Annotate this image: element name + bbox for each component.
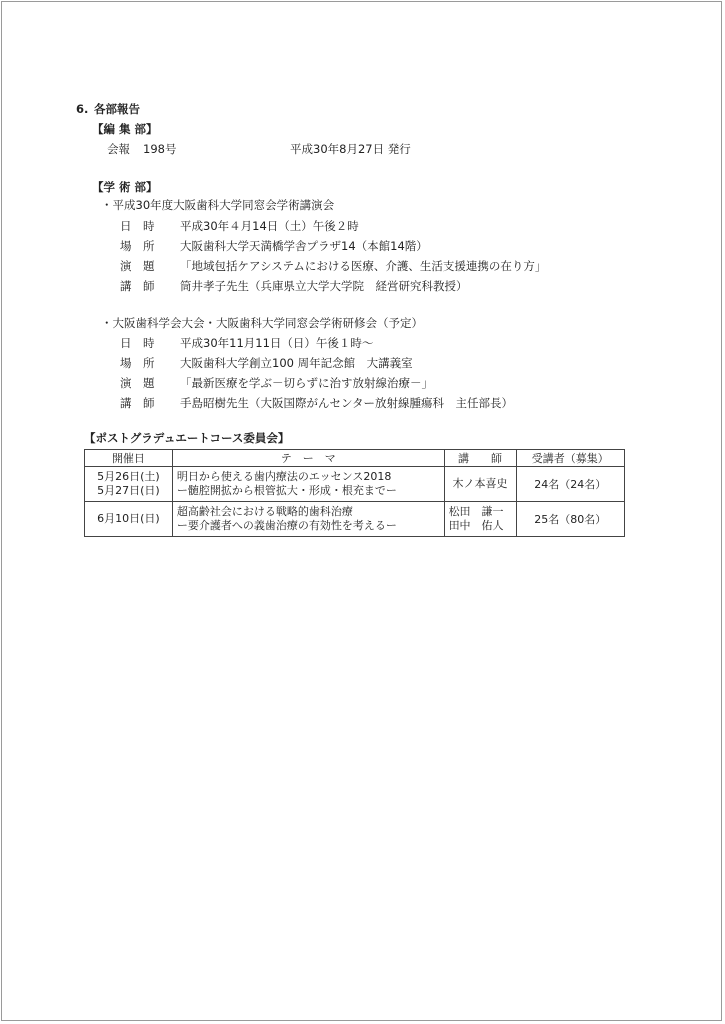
- cell-attendance: 25名（80名）: [516, 502, 625, 537]
- theme-line: ー髄腔開拡から根管拡大・形成・根充までー: [176, 484, 397, 497]
- event2-title: ・大阪歯科学会大会・大阪歯科大学同窓会学術研修会（予定）: [101, 316, 423, 330]
- event2-lecturer-label: 講 師: [120, 396, 155, 410]
- col-header-date: 開催日: [85, 450, 173, 467]
- col-header-theme: テ ー マ: [172, 450, 444, 467]
- theme-line: ー要介護者への義歯治療の有効性を考えるー: [176, 519, 397, 532]
- editorial-item-label: 会報: [107, 142, 130, 156]
- col-header-attendance: 受講者（募集）: [516, 450, 625, 467]
- event2-topic-label: 演 題: [120, 376, 155, 390]
- cell-attendance: 24名（24名）: [516, 467, 625, 502]
- postgrad-header: 【ポストグラデュエートコース委員会】: [84, 431, 290, 445]
- event1-lecturer-value: 筒井孝子先生（兵庫県立大学大学院 経営研究科教授）: [180, 279, 468, 293]
- table-row: [85, 502, 625, 537]
- event1-topic-label: 演 題: [120, 259, 155, 273]
- cell-lecturers: [444, 467, 516, 502]
- date-line: 5月27日(日): [97, 484, 160, 497]
- lecturer-line: 田中 佑人: [448, 519, 504, 532]
- event1-place-label: 場 所: [120, 239, 155, 253]
- academic-header: 【学 術 部】: [92, 180, 158, 194]
- event2-lecturer-value: 手島昭樹先生（大阪国際がんセンター放射線腫瘍科 主任部長）: [180, 396, 514, 410]
- date-line: 5月26日(土): [97, 470, 160, 483]
- section-number: 6.: [76, 102, 89, 116]
- editorial-item-date: 平成30年8月27日 発行: [290, 142, 411, 156]
- table-header-row: [85, 450, 625, 467]
- cell-lecturers: [444, 502, 516, 537]
- cell-dates: [85, 467, 173, 502]
- event1-place-value: 大阪歯科大学天満橋学舎プラザ14（本館14階）: [180, 239, 428, 253]
- event1-title: ・平成30年度大阪歯科大学同窓会学術講演会: [101, 198, 335, 212]
- theme-line: 超高齢社会における戦略的歯科治療: [176, 505, 353, 518]
- event2-place-label: 場 所: [120, 356, 155, 370]
- date-line: 6月10日(日): [97, 512, 160, 525]
- cell-dates: [85, 502, 173, 537]
- theme-line: 明日から使える歯内療法のエッセンス2018: [176, 470, 392, 483]
- postgrad-table: [84, 449, 625, 537]
- event1-topic-value: 「地域包括ケアシステムにおける医療、介護、生活支援連携の在り方」: [180, 259, 547, 273]
- col-header-lecturer: 講 師: [444, 450, 516, 467]
- event1-lecturer-label: 講 師: [120, 279, 155, 293]
- editorial-item-issue: 198号: [143, 142, 177, 156]
- event1-date-value: 平成30年４月14日（土）午後２時: [180, 219, 359, 233]
- event1-date-label: 日 時: [120, 219, 155, 233]
- event2-place-value: 大阪歯科大学創立100 周年記念館 大講義室: [180, 356, 413, 370]
- editorial-header: 【編 集 部】: [92, 122, 158, 136]
- cell-theme: [172, 467, 444, 502]
- lecturer-line: 木ノ本喜史: [452, 477, 508, 490]
- event2-date-label: 日 時: [120, 336, 155, 350]
- lecturer-line: 松田 謙一: [448, 505, 504, 518]
- table-row: [85, 467, 625, 502]
- event2-topic-value: 「最新医療を学ぶ－切らずに治す放射線治療－」: [180, 376, 433, 390]
- cell-theme: [172, 502, 444, 537]
- event2-date-value: 平成30年11月11日（日）午後１時～: [180, 336, 374, 350]
- section-title: 各部報告: [94, 102, 140, 116]
